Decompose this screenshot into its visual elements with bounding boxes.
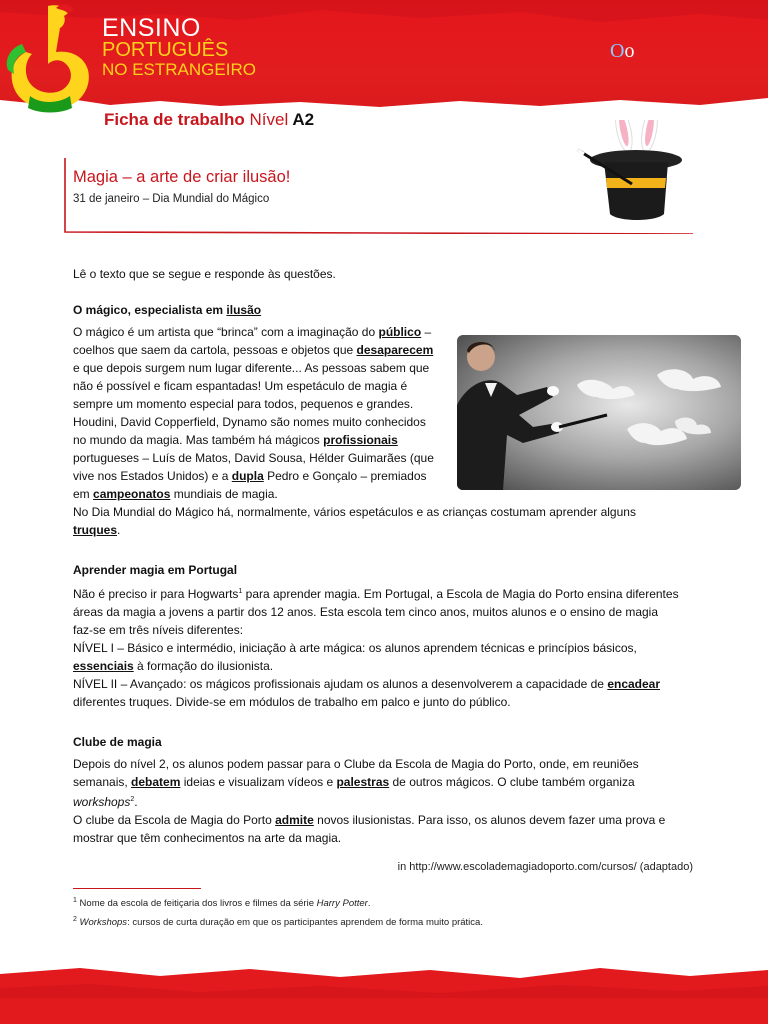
footnote-2 xyxy=(73,912,483,931)
paragraph-magician xyxy=(73,323,445,413)
footnote-ref: 1 xyxy=(238,588,243,595)
text: NÍVEL II – Avançado: os mágicos profissionais ajudam os alunos a desenvolverem a capacidade de xyxy=(73,677,608,691)
level-label: Nível xyxy=(249,110,289,129)
text: . xyxy=(134,795,138,809)
paragraph-level-1 xyxy=(73,639,693,675)
text: O clube da Escola de Magia do Porto xyxy=(73,813,276,827)
text: áreas da magia a jovens a partir dos 12 anos. Esta escola tem cinco anos, muitos alunos e o ensino de magia xyxy=(73,605,659,619)
worksheet-label: Ficha de trabalho xyxy=(104,110,245,129)
text: Harry Potter xyxy=(316,898,368,910)
paragraph-admission xyxy=(73,811,693,847)
text: Pedro e Gonçalo – premiados xyxy=(263,469,427,483)
footnotes xyxy=(73,893,483,931)
text: coelhos que saem da cartola, pessoas e objetos que xyxy=(73,343,357,357)
corner-mark-1: O xyxy=(610,40,625,62)
text: à formação do ilusionista. xyxy=(133,659,274,673)
rooster-logo-icon xyxy=(0,0,100,116)
text: Não é preciso ir para Hogwarts xyxy=(73,587,239,601)
heading-text: O mágico, especialista em xyxy=(73,303,227,317)
magic-hat-icon xyxy=(574,120,698,230)
brand-wordmark xyxy=(102,16,256,80)
text: ideias e visualizam vídeos e xyxy=(180,775,337,789)
footnote-number: 1 xyxy=(73,897,77,904)
paragraph-hogwarts xyxy=(73,583,693,639)
text: workshops xyxy=(73,795,131,809)
title-block xyxy=(73,168,290,205)
footnote-1 xyxy=(73,893,483,912)
paragraph-famous-magicians xyxy=(73,413,445,503)
text: mostrar que têm conhecimentos na arte da magia. xyxy=(73,831,342,845)
keyword: profissionais xyxy=(323,433,398,447)
worksheet-heading xyxy=(104,110,314,130)
text: de outros mágicos. O clube também organiza xyxy=(389,775,635,789)
text: . xyxy=(367,898,371,910)
text: . xyxy=(117,523,121,537)
keyword: desaparecem xyxy=(356,343,434,357)
brand-line-2: PORTUGUÊS xyxy=(102,39,229,61)
text: vive nos Estados Unidos) e a xyxy=(73,469,232,483)
instruction-text: Lê o texto que se segue e responde às questões. xyxy=(73,267,336,281)
paragraph-level-2 xyxy=(73,675,693,711)
text: sempre um momento especial para todos, pequenos e grandes. xyxy=(73,397,414,411)
text: : cursos de curta duração em que os participantes aprendem de forma muito prática. xyxy=(127,917,483,929)
keyword: essenciais xyxy=(73,659,134,673)
text: semanais, xyxy=(73,775,132,789)
paragraph-magic-day xyxy=(73,503,693,539)
section-heading-club: Clube de magia xyxy=(73,735,162,749)
page-subtitle: 31 de janeiro – Dia Mundial do Mágico xyxy=(73,193,270,205)
text: mundiais de magia. xyxy=(170,487,278,501)
footnote-ref: 2 xyxy=(130,796,135,803)
text: Nome da escola de feitiçaria dos livros e filmes da série xyxy=(76,898,317,910)
keyword: campeonatos xyxy=(93,487,171,501)
keyword: público xyxy=(378,325,422,339)
footer-brush-edge xyxy=(0,958,768,1024)
text: para aprender magia. Em Portugal, a Escola de Magia do Porto ensina diferentes xyxy=(242,587,679,601)
keyword: debatem xyxy=(131,775,181,789)
page-title: Magia – a arte de criar ilusão! xyxy=(73,168,291,186)
brand-line-1: ENSINO xyxy=(102,14,201,42)
paragraph-club xyxy=(73,755,693,811)
text: no mundo da magia. Mas também há mágicos xyxy=(73,433,324,447)
text: NÍVEL I – Básico e intermédio, iniciação à arte mágica: os alunos aprendem técnicas e princípios básicos, xyxy=(73,641,637,655)
source-citation: in http://www.escolademagiadoporto.com/cursos/ (adaptado) xyxy=(397,861,693,873)
text: – xyxy=(421,325,432,339)
text: e que depois surgem num lugar diferente... As pessoas sabem que xyxy=(73,361,430,375)
text: faz-se em três níveis diferentes: xyxy=(73,623,244,637)
keyword: ilusão xyxy=(226,303,262,317)
corner-mark xyxy=(610,40,634,63)
text: Depois do nível 2, os alunos podem passar para o Clube da Escola de Magia do Porto, onde, em reuniões xyxy=(73,757,639,771)
level-value: A2 xyxy=(292,110,315,129)
keyword: truques xyxy=(73,523,118,537)
text: Houdini, David Copperfield, Dynamo são nomes muito conhecidos xyxy=(73,415,426,429)
keyword: palestras xyxy=(336,775,390,789)
text: em xyxy=(73,487,94,501)
text: não é possível e ficam espantadas! Um espetáculo de magia é xyxy=(73,379,408,393)
keyword: admite xyxy=(275,813,314,827)
text: O mágico é um artista que “brinca” com a imaginação do xyxy=(73,325,379,339)
footnote-number: 2 xyxy=(73,916,77,924)
footnote-divider xyxy=(73,888,201,889)
section-heading-portugal: Aprender magia em Portugal xyxy=(73,563,238,577)
corner-mark-2: o xyxy=(624,40,635,62)
brand-line-3: NO ESTRANGEIRO xyxy=(102,60,256,79)
footer-banner xyxy=(0,958,768,1024)
text: portugueses – Luís de Matos, David Sousa, Hélder Guimarães (que xyxy=(73,451,434,465)
text: No Dia Mundial do Mágico há, normalmente, vários espetáculos e as crianças costumam aprender alguns xyxy=(73,505,636,519)
keyword: dupla xyxy=(231,469,264,483)
text: Workshops xyxy=(79,917,128,929)
article-body xyxy=(73,265,693,847)
text: novos ilusionistas. Para isso, os alunos devem fazer uma prova e xyxy=(313,813,666,827)
section-heading-illusion xyxy=(73,301,693,319)
keyword: encadear xyxy=(607,677,661,691)
text: diferentes truques. Divide-se em módulos de trabalho em palco e junto do público. xyxy=(73,695,511,709)
